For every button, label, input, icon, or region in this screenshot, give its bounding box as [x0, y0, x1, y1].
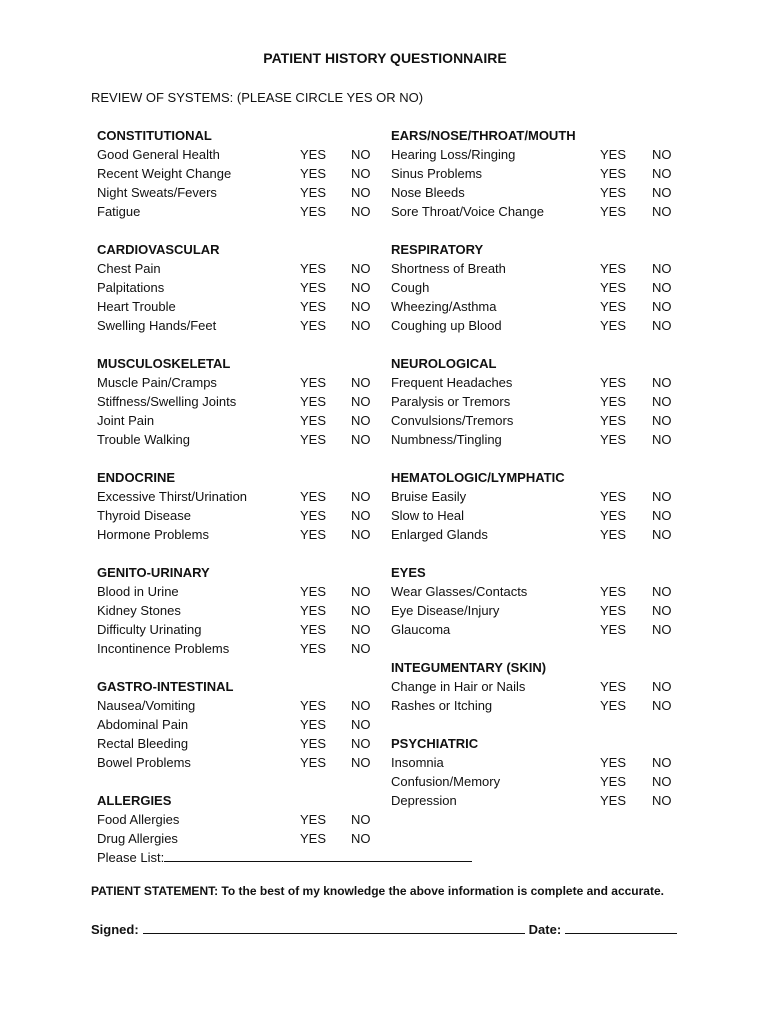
symptom-row	[391, 791, 721, 810]
symptom-label: Kidney Stones	[97, 603, 181, 618]
no-option[interactable]: NO	[351, 736, 371, 751]
no-option[interactable]: NO	[652, 508, 672, 523]
symptom-row	[391, 525, 721, 544]
no-option[interactable]: NO	[351, 584, 371, 599]
yes-option[interactable]: YES	[600, 622, 627, 637]
yes-option[interactable]: YES	[600, 394, 627, 409]
section-gastro-intestinal	[97, 677, 427, 772]
symptom-label: Palpitations	[97, 280, 165, 295]
no-option[interactable]: NO	[351, 755, 371, 770]
symptom-row	[391, 316, 721, 335]
symptom-label: Muscle Pain/Cramps	[97, 375, 217, 390]
signature-line[interactable]	[143, 919, 525, 934]
no-option[interactable]: NO	[652, 774, 672, 789]
symptom-row	[97, 392, 427, 411]
symptom-row	[97, 753, 427, 772]
symptom-label: Good General Health	[97, 147, 220, 162]
section-hematologic-lymphatic	[391, 468, 721, 544]
section-header: EYES	[391, 565, 426, 580]
yes-option[interactable]: YES	[600, 489, 627, 504]
symptom-label: Food Allergies	[97, 812, 180, 827]
no-option[interactable]: NO	[351, 641, 371, 656]
symptom-label: Recent Weight Change	[97, 166, 232, 181]
symptom-row	[97, 316, 427, 335]
symptom-label: Wear Glasses/Contacts	[391, 584, 528, 599]
symptom-label: Chest Pain	[97, 261, 161, 276]
no-option[interactable]: NO	[652, 204, 672, 219]
symptom-label: Frequent Headaches	[391, 375, 513, 390]
symptom-label: Stiffness/Swelling Joints	[97, 394, 237, 409]
no-option[interactable]: NO	[351, 375, 371, 390]
yes-option[interactable]: YES	[600, 166, 627, 181]
no-option[interactable]: NO	[351, 185, 371, 200]
no-option[interactable]: NO	[351, 166, 371, 181]
no-option[interactable]: NO	[652, 489, 672, 504]
symptom-row	[97, 202, 427, 221]
symptom-label: Rashes or Itching	[391, 698, 493, 713]
yes-option[interactable]: YES	[300, 489, 327, 504]
no-option[interactable]: NO	[652, 413, 672, 428]
symptom-label: Hearing Loss/Ringing	[391, 147, 516, 162]
section-ears-nose-throat-mouth	[391, 126, 721, 221]
no-option[interactable]: NO	[351, 261, 371, 276]
section-header: CONSTITUTIONAL	[97, 128, 212, 143]
symptom-row	[391, 183, 721, 202]
symptom-row	[391, 278, 721, 297]
no-option[interactable]: NO	[351, 603, 371, 618]
symptom-label: Heart Trouble	[97, 299, 176, 314]
yes-option[interactable]: YES	[300, 641, 327, 656]
no-option[interactable]: NO	[652, 432, 672, 447]
symptom-row	[97, 620, 427, 639]
page-title: PATIENT HISTORY QUESTIONNAIRE	[263, 50, 507, 66]
yes-option[interactable]: YES	[300, 831, 327, 846]
yes-option[interactable]: YES	[600, 527, 627, 542]
symptom-label: Bowel Problems	[97, 755, 191, 770]
symptom-label: Joint Pain	[97, 413, 155, 428]
symptom-row	[97, 715, 427, 734]
no-option[interactable]: NO	[351, 394, 371, 409]
no-option[interactable]: NO	[351, 717, 371, 732]
symptom-row	[391, 677, 721, 696]
symptom-label: Abdominal Pain	[97, 717, 189, 732]
symptom-row	[391, 145, 721, 164]
no-option[interactable]: NO	[652, 185, 672, 200]
yes-option[interactable]: YES	[600, 755, 627, 770]
no-option[interactable]: NO	[652, 147, 672, 162]
section-header: GENITO-URINARY	[97, 565, 210, 580]
yes-option[interactable]: YES	[300, 280, 327, 295]
yes-option[interactable]: YES	[300, 166, 327, 181]
no-option[interactable]: NO	[351, 489, 371, 504]
symptom-row	[97, 411, 427, 430]
symptom-label: Excessive Thirst/Urination	[97, 489, 248, 504]
yes-option[interactable]: YES	[600, 774, 627, 789]
no-option[interactable]: NO	[652, 280, 672, 295]
section-header: CARDIOVASCULAR	[97, 242, 220, 257]
no-option[interactable]: NO	[652, 166, 672, 181]
section-integumentary-skin	[391, 658, 721, 715]
yes-option[interactable]: YES	[300, 147, 327, 162]
symptom-label: Night Sweats/Fevers	[97, 185, 217, 200]
section-musculoskeletal	[97, 354, 427, 449]
symptom-label: Sinus Problems	[391, 166, 483, 181]
symptom-row	[97, 297, 427, 316]
no-option[interactable]: NO	[652, 698, 672, 713]
no-option[interactable]: NO	[351, 622, 371, 637]
no-option[interactable]: NO	[652, 394, 672, 409]
no-option[interactable]: NO	[351, 204, 371, 219]
yes-option[interactable]: YES	[600, 185, 627, 200]
no-option[interactable]: NO	[652, 584, 672, 599]
yes-option[interactable]: YES	[600, 280, 627, 295]
no-option[interactable]: NO	[351, 413, 371, 428]
symptom-row	[391, 373, 721, 392]
symptom-label: Wheezing/Asthma	[391, 299, 497, 314]
signed-label: Signed:	[91, 922, 139, 937]
symptom-label: Fatigue	[97, 204, 141, 219]
symptom-label: Insomnia	[391, 755, 444, 770]
section-endocrine	[97, 468, 427, 544]
no-option[interactable]: NO	[652, 375, 672, 390]
symptom-label: Convulsions/Tremors	[391, 413, 514, 428]
no-option[interactable]: NO	[652, 755, 672, 770]
yes-option[interactable]: YES	[600, 204, 627, 219]
yes-option[interactable]: YES	[300, 717, 327, 732]
section-psychiatric	[391, 734, 721, 810]
yes-option[interactable]: YES	[300, 622, 327, 637]
yes-option[interactable]: YES	[300, 603, 327, 618]
symptom-label: Coughing up Blood	[391, 318, 502, 333]
yes-option[interactable]: YES	[600, 793, 627, 808]
no-option[interactable]: NO	[351, 527, 371, 542]
no-option[interactable]: NO	[351, 812, 371, 827]
yes-option[interactable]: YES	[300, 527, 327, 542]
yes-option[interactable]: YES	[300, 413, 327, 428]
section-header: RESPIRATORY	[391, 242, 484, 257]
no-option[interactable]: NO	[351, 147, 371, 162]
section-header: NEUROLOGICAL	[391, 356, 497, 371]
symptom-row	[391, 430, 721, 449]
symptom-label: Depression	[391, 793, 457, 808]
yes-option[interactable]: YES	[600, 508, 627, 523]
symptom-row	[391, 601, 721, 620]
date-line[interactable]	[565, 919, 677, 934]
yes-option[interactable]: YES	[300, 755, 327, 770]
yes-option[interactable]: YES	[300, 508, 327, 523]
symptom-label: Difficulty Urinating	[97, 622, 202, 637]
yes-option[interactable]: YES	[300, 318, 327, 333]
section-respiratory	[391, 240, 721, 335]
symptom-label: Glaucoma	[391, 622, 451, 637]
no-option[interactable]: NO	[652, 603, 672, 618]
yes-option[interactable]: YES	[300, 375, 327, 390]
section-header: INTEGUMENTARY (SKIN)	[391, 660, 547, 675]
symptom-label: Change in Hair or Nails	[391, 679, 526, 694]
no-option[interactable]: NO	[351, 508, 371, 523]
no-option[interactable]: NO	[351, 698, 371, 713]
symptom-row	[391, 411, 721, 430]
no-option[interactable]: NO	[652, 299, 672, 314]
symptom-row	[391, 487, 721, 506]
symptom-row	[391, 297, 721, 316]
symptom-label: Nose Bleeds	[391, 185, 465, 200]
no-option[interactable]: NO	[652, 793, 672, 808]
symptom-row	[97, 639, 427, 658]
symptom-label: Slow to Heal	[391, 508, 464, 523]
no-option[interactable]: NO	[652, 622, 672, 637]
please-list-line[interactable]	[164, 848, 472, 862]
instructions: REVIEW OF SYSTEMS: (PLEASE CIRCLE YES OR NO)	[91, 90, 424, 105]
symptom-label: Paralysis or Tremors	[391, 394, 511, 409]
yes-option[interactable]: YES	[600, 603, 627, 618]
no-option[interactable]: NO	[351, 280, 371, 295]
section-eyes	[391, 563, 721, 639]
no-option[interactable]: NO	[351, 318, 371, 333]
no-option[interactable]: NO	[652, 527, 672, 542]
no-option[interactable]: NO	[652, 318, 672, 333]
yes-option[interactable]: YES	[600, 147, 627, 162]
section-header: MUSCULOSKELETAL	[97, 356, 231, 371]
symptom-label: Blood in Urine	[97, 584, 179, 599]
no-option[interactable]: NO	[652, 261, 672, 276]
symptom-row	[97, 278, 430, 297]
symptom-label: Confusion/Memory	[391, 774, 501, 789]
symptom-label: Enlarged Glands	[391, 527, 488, 542]
symptom-row	[97, 582, 427, 601]
yes-option[interactable]: YES	[600, 375, 627, 390]
yes-option[interactable]: YES	[600, 698, 627, 713]
right-column	[391, 126, 721, 829]
section-header: EARS/NOSE/THROAT/MOUTH	[391, 128, 576, 143]
symptom-row	[97, 373, 427, 392]
symptom-row	[391, 506, 721, 525]
yes-option[interactable]: YES	[600, 432, 627, 447]
symptom-row	[97, 810, 427, 829]
symptom-row	[97, 734, 427, 753]
no-option[interactable]: NO	[652, 679, 672, 694]
yes-option[interactable]: YES	[300, 698, 327, 713]
symptom-label: Cough	[391, 280, 430, 295]
yes-option[interactable]: YES	[600, 413, 627, 428]
yes-option[interactable]: YES	[300, 299, 327, 314]
yes-option[interactable]: YES	[600, 299, 627, 314]
symptom-label: Eye Disease/Injury	[391, 603, 500, 618]
yes-option[interactable]: YES	[300, 261, 327, 276]
symptom-row	[97, 829, 427, 848]
yes-option[interactable]: YES	[600, 584, 627, 599]
please-list-row	[97, 848, 427, 867]
symptom-label: Bruise Easily	[391, 489, 467, 504]
symptom-label: Thyroid Disease	[97, 508, 191, 523]
date-label: Date:	[528, 922, 562, 937]
signature-row	[91, 919, 677, 937]
yes-option[interactable]: YES	[300, 584, 327, 599]
yes-option[interactable]: YES	[300, 185, 327, 200]
yes-option[interactable]: YES	[600, 261, 627, 276]
symptom-label: Incontinence Problems	[97, 641, 230, 656]
symptom-row	[391, 620, 721, 639]
symptom-label: Nausea/Vomiting	[97, 698, 196, 713]
please-list-label: Please List:	[97, 850, 165, 865]
yes-option[interactable]: YES	[300, 432, 327, 447]
symptom-row	[97, 506, 427, 525]
section-header: ALLERGIES	[97, 793, 172, 808]
symptom-row	[391, 392, 721, 411]
symptom-row	[97, 259, 427, 278]
symptom-row	[97, 601, 427, 620]
symptom-row	[97, 145, 427, 164]
section-allergies	[97, 791, 427, 867]
symptom-row	[391, 753, 721, 772]
no-option[interactable]: NO	[351, 831, 371, 846]
symptom-label: Rectal Bleeding	[97, 736, 189, 751]
section-neurological	[391, 354, 721, 449]
yes-option[interactable]: YES	[300, 394, 327, 409]
section-header: ENDOCRINE	[97, 470, 176, 485]
symptom-label: Drug Allergies	[97, 831, 178, 846]
no-option[interactable]: NO	[351, 299, 371, 314]
symptom-label: Sore Throat/Voice Change	[391, 204, 544, 219]
yes-option[interactable]: YES	[300, 736, 327, 751]
symptom-row	[391, 772, 721, 791]
symptom-row	[97, 183, 427, 202]
section-header: HEMATOLOGIC/LYMPHATIC	[391, 470, 565, 485]
yes-option[interactable]: YES	[300, 204, 327, 219]
section-header: GASTRO-INTESTINAL	[97, 679, 234, 694]
symptom-label: Hormone Problems	[97, 527, 209, 542]
section-constitutional	[97, 126, 427, 221]
symptom-label: Shortness of Breath	[391, 261, 506, 276]
symptom-row	[391, 202, 721, 221]
symptom-row	[391, 164, 721, 183]
symptom-row	[391, 582, 721, 601]
section-header: PSYCHIATRIC	[391, 736, 479, 751]
section-cardiovascular	[97, 240, 430, 335]
yes-option[interactable]: YES	[600, 679, 627, 694]
yes-option[interactable]: YES	[600, 318, 627, 333]
symptom-row	[97, 525, 427, 544]
symptom-row	[97, 164, 427, 183]
section-genito-urinary	[97, 563, 427, 658]
symptom-label: Numbness/Tingling	[391, 432, 502, 447]
symptom-label: Trouble Walking	[97, 432, 190, 447]
yes-option[interactable]: YES	[300, 812, 327, 827]
symptom-row	[391, 259, 721, 278]
symptom-label: Swelling Hands/Feet	[97, 318, 217, 333]
symptom-row	[391, 696, 721, 715]
symptom-row	[97, 487, 427, 506]
symptom-row	[97, 696, 427, 715]
symptom-row	[97, 430, 427, 449]
no-option[interactable]: NO	[351, 432, 371, 447]
patient-statement: PATIENT STATEMENT: To the best of my knowledge the above information is complete and accurate.	[91, 884, 664, 898]
